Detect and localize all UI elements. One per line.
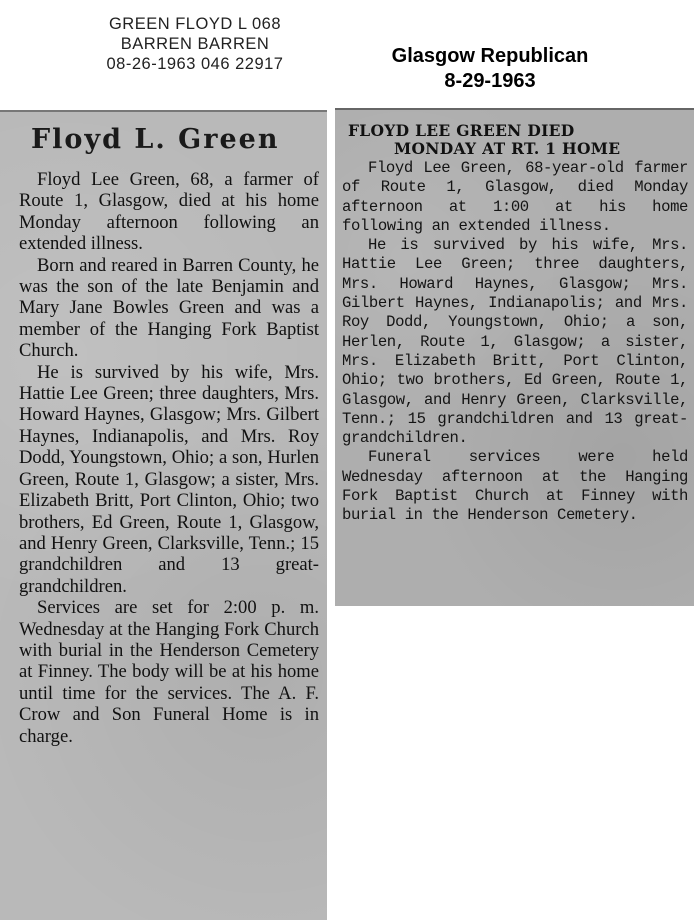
right-headline-line1: FLOYD LEE GREEN DIED <box>348 121 575 140</box>
left-paragraph: Born and reared in Barren County, he was the son of the late Benjamin and Mary Jane Bowles Green and was a member of the Hanging Fork Baptist Church. <box>19 254 319 362</box>
right-paragraph: He is survived by his wife, Mrs. Hattie Lee Green; three daughters, Mrs. Howard Haynes, Glasgow; Mrs. Gilbert Haynes, Indianapolis; and Mrs. Roy Dodd, Youngstown, Ohio; a son, Herlen, Route 1, Glasgow; a sister, Mrs. Elizabeth Britt, Port Clinton, Ohio; two brothers, Ed Green, Route 1, Glasgow, and Henry Green, Clarksville, Tenn.; 15 grandchildren and 13 great-grandchildren. <box>342 236 688 448</box>
record-line-date: 08-26-1963 046 22917 <box>106 55 284 73</box>
right-paragraph: Funeral services were held Wednesday afternoon at the Hanging Fork Baptist Church at Finney with burial in the Henderson Cemetery. <box>342 448 688 525</box>
left-obituary-clipping <box>0 110 327 920</box>
record-line-county: BARREN BARREN <box>120 35 270 53</box>
right-obituary-clipping <box>335 108 694 606</box>
right-obituary-headline <box>342 122 688 158</box>
record-line-name: GREEN FLOYD L 068 <box>108 15 282 33</box>
left-obituary-title: Floyd L. Green <box>31 124 280 155</box>
record-header <box>70 14 320 74</box>
left-paragraph: Floyd Lee Green, 68, a farmer of Route 1, Glasgow, died at his home Monday afternoon following an extended illness. <box>19 169 319 255</box>
publication-header <box>350 44 630 94</box>
right-paragraph: Floyd Lee Green, 68-year-old farmer of Route 1, Glasgow, died Monday afternoon at 1:00 at his home following an extended illness. <box>342 159 688 235</box>
publication-name: Glasgow Republican <box>391 45 589 67</box>
right-obituary-body <box>342 159 688 526</box>
publication-date: 8-29-1963 <box>444 70 536 92</box>
left-paragraph: Services are set for 2:00 p. m. Wednesday at the Hanging Fork Church with burial in the Henderson Cemetery at Finney. The body will be at his home until time for the services. The A. F. Crow and Son Funeral Home is in charge. <box>19 597 319 747</box>
left-paragraph: He is survived by his wife, Mrs. Hattie Lee Green; three daughters, Mrs. Howard Haynes, Glasgow; Mrs. Gilbert Haynes, Indianapolis, and Mrs. Roy Dodd, Youngstown, Ohio; a son, Hurlen Green, Route 1, Glasgow; a sister, Mrs. Elizabeth Britt, Port Clinton, Ohio; two brothers, Ed Green, Route 1, Glasgow, and Henry Green, Clarksville, Tenn.; 15 grandchildren and 13 great-grandchildren. <box>19 361 319 597</box>
left-obituary-body <box>19 169 319 747</box>
right-headline-line2: MONDAY AT RT. 1 HOME <box>394 139 621 158</box>
